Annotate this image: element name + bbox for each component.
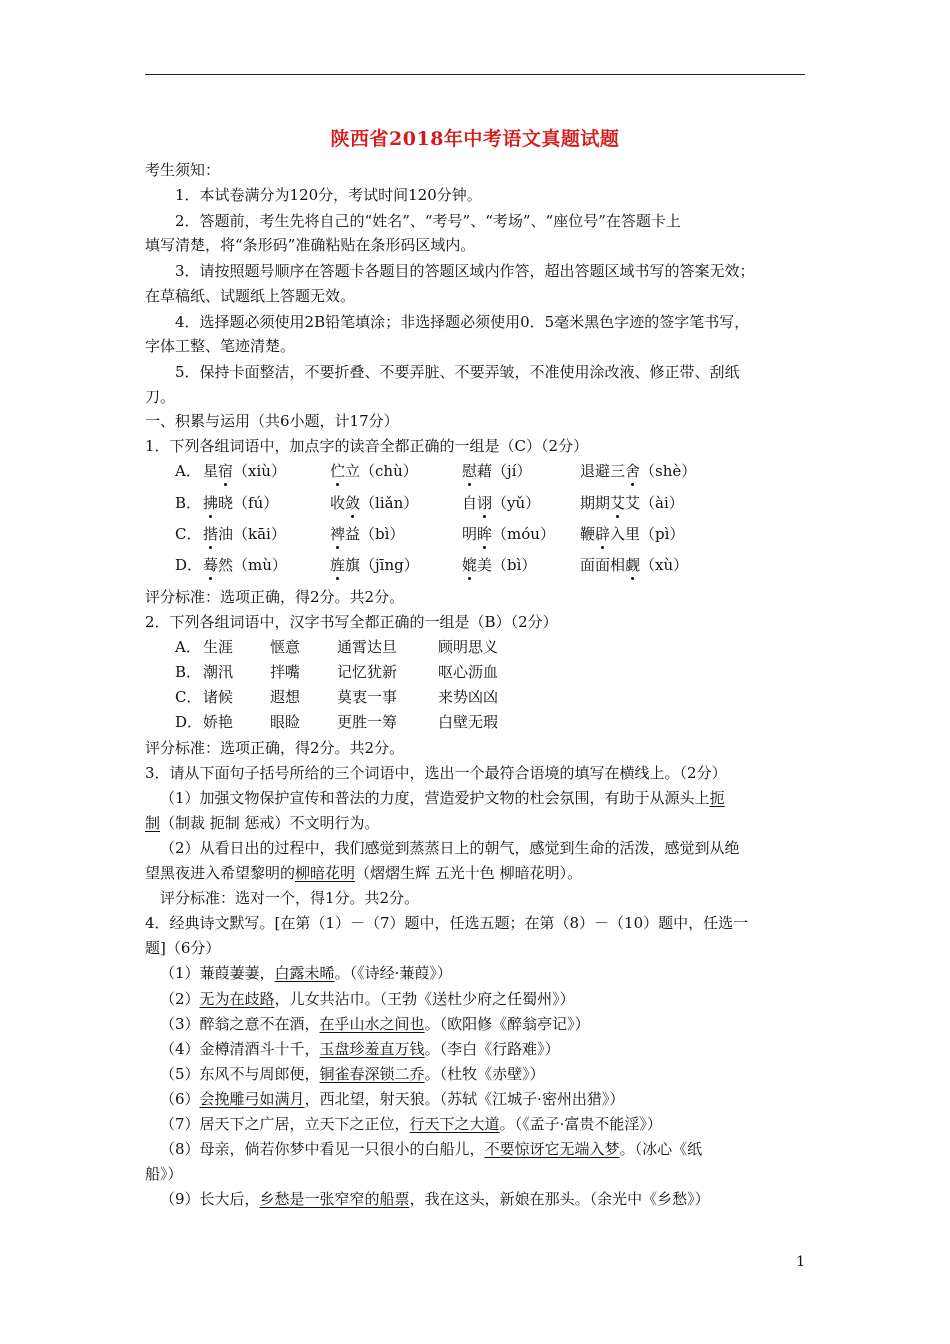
text: （制裁 扼制 惩戒）不文明行为。 bbox=[160, 814, 380, 832]
option-word bbox=[330, 493, 418, 513]
line-text: 。（欧阳修《醉翁亭记》） bbox=[424, 1015, 590, 1033]
word-text: 星 bbox=[203, 462, 219, 480]
option-word bbox=[462, 555, 536, 575]
option-word: 拌嘴 bbox=[270, 663, 301, 681]
answer: 行天下之大道 bbox=[409, 1115, 500, 1133]
line-text: 。（《孟子·富贵不能淫》） bbox=[499, 1115, 662, 1133]
notice-item: 5．保持卡面整洁，不要折叠、不要弄脏、不要弄皱，不准使用涂改液、修正带、刮纸 bbox=[175, 363, 740, 381]
text: （熠熠生辉 五光十色 柳暗花明）。 bbox=[355, 864, 583, 882]
line-text: 。（杜牧《赤壁》） bbox=[424, 1065, 545, 1083]
option-word: 记忆犹新 bbox=[337, 663, 398, 681]
dotted-character: 诩 bbox=[477, 494, 493, 512]
question-1-score: 评分标准：选项正确，得2分。共2分。 bbox=[145, 588, 405, 606]
option-word bbox=[462, 524, 555, 544]
option-word: 诸候 bbox=[203, 688, 234, 706]
line-text: （7）居天下之广居，立天下之正位， bbox=[160, 1115, 410, 1133]
question-3-part2: （2）从看日出的过程中，我们感觉到蒸蒸日上的朝气，感觉到生命的活泼，感觉到从绝 bbox=[160, 839, 740, 857]
option-word bbox=[580, 461, 696, 481]
option-word bbox=[203, 493, 278, 513]
poem-line bbox=[160, 1189, 710, 1209]
dotted-character: 觑 bbox=[625, 556, 641, 574]
line-text: 。（《诗经·蒹葭》） bbox=[334, 964, 452, 982]
notice-item: 3．请按照题号顺序在答题卡各题目的答题区域内作答，超出答题区域书写的答案无效； bbox=[175, 262, 755, 280]
poem-line bbox=[160, 1139, 702, 1159]
poem-line bbox=[160, 1064, 545, 1084]
line-text: （1）蒹葭萋萋， bbox=[160, 964, 275, 982]
option-word bbox=[580, 524, 684, 544]
option-word bbox=[330, 461, 418, 481]
word-text: 期期 bbox=[580, 494, 611, 512]
line-text: ，西北望，射天狼。（苏轼《江城子·密州出猎》） bbox=[304, 1090, 625, 1108]
line-text: （6） bbox=[160, 1090, 200, 1108]
dotted-character: 裨 bbox=[330, 525, 346, 543]
line-text: （3）醉翁之意不在酒， bbox=[160, 1015, 320, 1033]
option-label: D． bbox=[175, 713, 203, 731]
question-4-stem-cont: 题]（6分） bbox=[145, 939, 221, 957]
dotted-character: 蓦 bbox=[203, 556, 219, 574]
question-4-stem: 4．经典诗文默写。[在第（1）－（7）题中，任选五题；在第（8）－（10）题中，任选一 bbox=[145, 914, 749, 932]
line-text: 。（冰心《纸 bbox=[619, 1140, 703, 1158]
answer: 铜雀春深锁二乔 bbox=[319, 1065, 425, 1083]
word-text: 旗（jīng） bbox=[345, 556, 419, 574]
question-3-part2-cont bbox=[145, 863, 582, 883]
option-word bbox=[580, 555, 688, 575]
poem-line bbox=[160, 1114, 662, 1134]
dotted-character: 揩 bbox=[203, 525, 219, 543]
poem-line-cont: 船》） bbox=[145, 1165, 183, 1183]
word-text: 益（bì） bbox=[345, 525, 405, 543]
poem-line bbox=[160, 963, 452, 983]
answer: 会挽雕弓如满月 bbox=[199, 1090, 305, 1108]
word-text: 油（kāi） bbox=[218, 525, 286, 543]
word-text: 自 bbox=[462, 494, 478, 512]
text: 望黑夜进入希望黎明的 bbox=[145, 864, 296, 882]
answer: 无为在歧路 bbox=[199, 990, 275, 1008]
word-text: 藉（jí） bbox=[477, 462, 532, 480]
notice-item: 填写清楚，将“条形码”准确粘贴在条形码区域内。 bbox=[145, 236, 476, 254]
word-text: 然（mù） bbox=[218, 556, 287, 574]
option-word: 眼睑 bbox=[270, 713, 301, 731]
option-label: C． bbox=[175, 688, 202, 706]
line-text: （2） bbox=[160, 990, 200, 1008]
option-word: 呕心沥血 bbox=[438, 663, 499, 681]
option-label: B． bbox=[175, 494, 202, 512]
answer: 玉盘珍羞直万钱 bbox=[319, 1040, 425, 1058]
answer: 制 bbox=[145, 814, 161, 832]
dotted-character: 慰 bbox=[462, 462, 478, 480]
option-word: 惬意 bbox=[270, 638, 301, 656]
page-number: 1 bbox=[796, 1254, 805, 1270]
option-word bbox=[203, 555, 287, 575]
notice-item: 1．本试卷满分为120分，考试时间120分钟。 bbox=[175, 186, 482, 204]
dotted-character: 舍 bbox=[625, 462, 641, 480]
answer: 扼 bbox=[709, 789, 725, 807]
answer: 在乎山水之间也 bbox=[319, 1015, 425, 1033]
option-word bbox=[462, 493, 540, 513]
dotted-character: 宿 bbox=[218, 462, 234, 480]
notice-heading: 考生须知： bbox=[145, 161, 221, 179]
notice-item: 刀。 bbox=[145, 388, 176, 406]
poem-line bbox=[160, 1089, 624, 1109]
option-word: 娇艳 bbox=[203, 713, 234, 731]
word-text: （xiù） bbox=[233, 462, 286, 480]
word-text: （móu） bbox=[492, 525, 555, 543]
option-word: 顾明思义 bbox=[438, 638, 499, 656]
dotted-character: 眸 bbox=[477, 525, 493, 543]
dotted-character: 媲 bbox=[462, 556, 478, 574]
option-label: D． bbox=[175, 556, 203, 574]
notice-item: 字体工整、笔迹清楚。 bbox=[145, 337, 296, 355]
line-text: （9）长大后， bbox=[160, 1190, 260, 1208]
word-text: （yǔ） bbox=[492, 494, 541, 512]
question-3-stem: 3．请从下面句子括号所给的三个词语中，选出一个最符合语境的填写在横线上。（2分） bbox=[145, 764, 727, 782]
line-text: （5）东风不与周郎便， bbox=[160, 1065, 320, 1083]
word-text: 面面相 bbox=[580, 556, 626, 574]
poem-line bbox=[160, 989, 575, 1009]
header-rule bbox=[145, 74, 805, 75]
option-word: 潮汛 bbox=[203, 663, 234, 681]
option-word bbox=[330, 555, 419, 575]
answer: 不要惊讶它无端入梦 bbox=[484, 1140, 620, 1158]
word-text: 艾（ài） bbox=[625, 494, 684, 512]
question-3-score: 评分标准：选对一个，得1分。共2分。 bbox=[160, 889, 420, 907]
page-title: 陕西省2018年中考语文真题试题 bbox=[330, 128, 620, 150]
dotted-character: 艾 bbox=[610, 494, 626, 512]
line-text: ，儿女共沾巾。（王勃《送杜少府之任蜀州》） bbox=[274, 990, 575, 1008]
answer: 柳暗花明 bbox=[295, 864, 356, 882]
option-word bbox=[580, 493, 684, 513]
word-text: 入里（pì） bbox=[610, 525, 685, 543]
option-word: 通霄达旦 bbox=[337, 638, 398, 656]
line-text: （4）金樽清酒斗十千， bbox=[160, 1040, 320, 1058]
question-3-part1-cont bbox=[145, 813, 380, 833]
word-text: 美（bì） bbox=[477, 556, 537, 574]
option-label: A． bbox=[175, 462, 201, 480]
question-2-score: 评分标准：选项正确，得2分。共2分。 bbox=[145, 739, 405, 757]
dotted-character: 旌 bbox=[330, 556, 346, 574]
option-word bbox=[203, 461, 286, 481]
notice-item: 4．选择题必须使用2B铅笔填涂；非选择题必须使用0．5毫米黑色字迹的签字笔书写， bbox=[175, 313, 750, 331]
word-text: （shè） bbox=[640, 462, 697, 480]
option-word: 来势凶凶 bbox=[438, 688, 499, 706]
question-1-stem: 1．下列各组词语中，加点字的读音全都正确的一组是（C）（2分） bbox=[145, 437, 589, 455]
line-text: （8）母亲，倘若你梦中看见一只很小的白船儿， bbox=[160, 1140, 485, 1158]
option-label: A． bbox=[175, 638, 201, 656]
answer: 白露未晞 bbox=[274, 964, 335, 982]
notice-item: 在草稿纸、试题纸上答题无效。 bbox=[145, 287, 356, 305]
option-word: 白壁无瑕 bbox=[438, 713, 499, 731]
option-word bbox=[203, 524, 286, 544]
word-text: 鞭 bbox=[580, 525, 596, 543]
dotted-character: 伫 bbox=[330, 462, 346, 480]
option-label: C． bbox=[175, 525, 202, 543]
section-heading: 一、积累与运用（共6小题，计17分） bbox=[145, 412, 399, 430]
line-text: 。（李白《行路难》） bbox=[424, 1040, 560, 1058]
option-word bbox=[462, 461, 531, 481]
line-text: ，我在这头，新娘在那头。（余光中《乡愁》） bbox=[409, 1190, 710, 1208]
dotted-character: 拂 bbox=[203, 494, 219, 512]
poem-line bbox=[160, 1039, 560, 1059]
option-word: 遐想 bbox=[270, 688, 301, 706]
question-3-part1 bbox=[160, 788, 725, 808]
dotted-character: 敛 bbox=[345, 494, 361, 512]
option-word: 更胜一筹 bbox=[337, 713, 398, 731]
word-text: （liǎn） bbox=[360, 494, 419, 512]
word-text: 立（chù） bbox=[345, 462, 418, 480]
word-text: 晓（fú） bbox=[218, 494, 279, 512]
option-label: B． bbox=[175, 663, 202, 681]
notice-item: 2．答题前，考生先将自己的“姓名”、“考号”、“考场”、“座位号”在答题卡上 bbox=[175, 212, 681, 230]
word-text: 退避三 bbox=[580, 462, 626, 480]
text: （1）加强文物保护宣传和普法的力度，营造爱护文物的杜会氛围，有助于从源头上 bbox=[160, 789, 710, 807]
word-text: 收 bbox=[330, 494, 346, 512]
option-word: 莫衷一事 bbox=[337, 688, 398, 706]
word-text: （xù） bbox=[640, 556, 689, 574]
word-text: 明 bbox=[462, 525, 478, 543]
option-word: 生涯 bbox=[203, 638, 234, 656]
poem-line bbox=[160, 1014, 590, 1034]
answer: 乡愁是一张窄窄的船票 bbox=[259, 1190, 410, 1208]
question-2-stem: 2．下列各组词语中，汉字书写全都正确的一组是（B）（2分） bbox=[145, 613, 558, 631]
dotted-character: 辟 bbox=[595, 525, 611, 543]
option-word bbox=[330, 524, 404, 544]
